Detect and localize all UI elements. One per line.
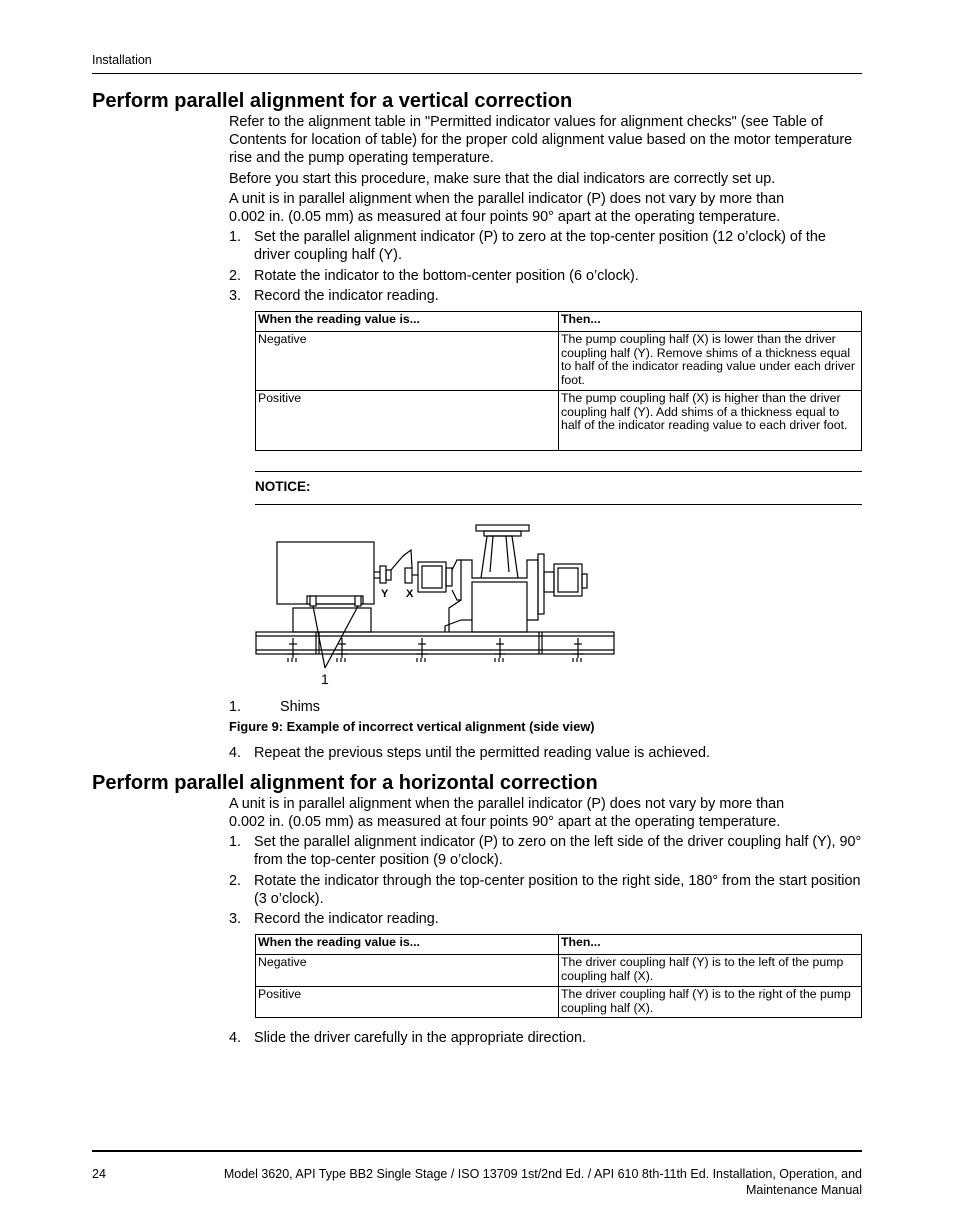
step-text: Set the parallel alignment indicator (P) to zero on the left side of the driver coupling half (Y), 90° from the top-center position (9 o’clock). bbox=[254, 834, 862, 868]
shim bbox=[310, 596, 316, 606]
header-rule bbox=[92, 73, 862, 74]
pump-casing bbox=[472, 582, 527, 632]
section-title-horizontal: Perform parallel alignment for a horizontal correction bbox=[92, 772, 598, 794]
pump-coupling-x bbox=[405, 568, 412, 583]
table-header-action: Then... bbox=[559, 312, 862, 332]
step-text: Rotate the indicator through the top-center position to the right side, 180° from the start position (3 o’clock). bbox=[254, 873, 861, 907]
table-cell-action: The driver coupling half (Y) is to the left of the pump coupling half (X). bbox=[559, 955, 862, 987]
step-number: 1. bbox=[229, 229, 242, 245]
step-text: Repeat the previous steps until the permitted reading value is achieved. bbox=[254, 745, 710, 761]
table-header-condition: When the reading value is... bbox=[256, 935, 559, 955]
table-cell-condition: Negative bbox=[256, 332, 559, 391]
legend-text: Shims bbox=[280, 699, 320, 715]
label-y: Y bbox=[381, 588, 389, 600]
step-number: 3. bbox=[229, 911, 242, 927]
step-text: Record the indicator reading. bbox=[254, 911, 439, 927]
step-number: 4. bbox=[229, 1030, 242, 1046]
vertical-reading-table bbox=[255, 311, 862, 451]
table-row bbox=[256, 391, 862, 451]
driver-body bbox=[277, 542, 374, 604]
paragraph-intro: Refer to the alignment table in "Permitted indicator values for alignment checks" (see Table of Contents for location of table) for the proper cold alignment value based on the motor temperature rise and the pump operating temperature. bbox=[229, 114, 853, 166]
horizontal-reading-table bbox=[255, 934, 862, 1018]
driver-pedestal bbox=[293, 608, 371, 632]
discharge-flange bbox=[476, 525, 529, 531]
notice-label: NOTICE: bbox=[255, 479, 311, 494]
footer-rule bbox=[92, 1150, 862, 1152]
table-cell-condition: Positive bbox=[256, 391, 559, 451]
label-x: X bbox=[406, 588, 414, 600]
table-cell-action: The pump coupling half (X) is lower than the driver coupling half (Y). Remove shims of a thickness equal to half of the indicator reading value under each driver foot. bbox=[559, 332, 862, 391]
table-header-condition: When the reading value is... bbox=[256, 312, 559, 332]
paragraph-setup: Before you start this procedure, make sure that the dial indicators are correctly set up. bbox=[229, 171, 776, 187]
shim bbox=[355, 596, 361, 606]
page-number: 24 bbox=[92, 1167, 106, 1181]
footer-title bbox=[160, 1167, 862, 1198]
step-number: 1. bbox=[229, 834, 242, 850]
table-cell-condition: Positive bbox=[256, 987, 559, 1018]
step-text: Set the parallel alignment indicator (P) to zero at the top-center position (12 o’clock) of the driver coupling half (Y). bbox=[254, 229, 826, 263]
step-number: 2. bbox=[229, 268, 242, 284]
running-header: Installation bbox=[92, 53, 152, 67]
callout-number: 1 bbox=[321, 671, 329, 687]
table-header-action: Then... bbox=[559, 935, 862, 955]
paragraph-parallel-definition: A unit is in parallel alignment when the parallel indicator (P) does not vary by more than 0.002 in. (0.05 mm) as measured at four points 90° apart at the operating temperature. bbox=[229, 796, 785, 830]
footer-line-1: Model 3620, API Type BB2 Single Stage / ISO 13709 1st/2nd Ed. / API 610 8th-11th Ed. Installation, Operation, and bbox=[223, 1167, 862, 1181]
table-row bbox=[256, 955, 862, 987]
step-number: 3. bbox=[229, 288, 242, 304]
paragraph-parallel-definition: A unit is in parallel alignment when the parallel indicator (P) does not vary by more than 0.002 in. (0.05 mm) as measured at four points 90° apart at the operating temperature. bbox=[229, 191, 785, 225]
baseplate bbox=[256, 632, 614, 654]
alignment-diagram bbox=[255, 520, 620, 690]
table-cell-action: The pump coupling half (X) is higher than the driver coupling half (Y). Add shims of a thickness equal to half of the indicator reading value to each driver foot. bbox=[559, 391, 862, 451]
step-text: Rotate the indicator to the bottom-center position (6 o’clock). bbox=[254, 268, 639, 284]
section-title-vertical: Perform parallel alignment for a vertical correction bbox=[92, 90, 573, 112]
callout-leader bbox=[313, 606, 325, 668]
table-row bbox=[256, 332, 862, 391]
table-cell-action: The driver coupling half (Y) is to the right of the pump coupling half (X). bbox=[559, 987, 862, 1018]
step-text: Record the indicator reading. bbox=[254, 288, 439, 304]
step-number: 4. bbox=[229, 745, 242, 761]
figure-caption: Figure 9: Example of incorrect vertical alignment (side view) bbox=[229, 719, 595, 734]
table-row bbox=[256, 987, 862, 1018]
step-number: 2. bbox=[229, 873, 242, 889]
driver-coupling-y bbox=[386, 570, 391, 580]
table-cell-condition: Negative bbox=[256, 955, 559, 987]
footer-line-2: Maintenance Manual bbox=[745, 1182, 862, 1197]
legend-number: 1. bbox=[229, 699, 242, 715]
notice-bottom-rule bbox=[255, 504, 862, 505]
step-text: Slide the driver carefully in the appropriate direction. bbox=[254, 1030, 586, 1046]
notice-top-rule bbox=[255, 471, 862, 472]
